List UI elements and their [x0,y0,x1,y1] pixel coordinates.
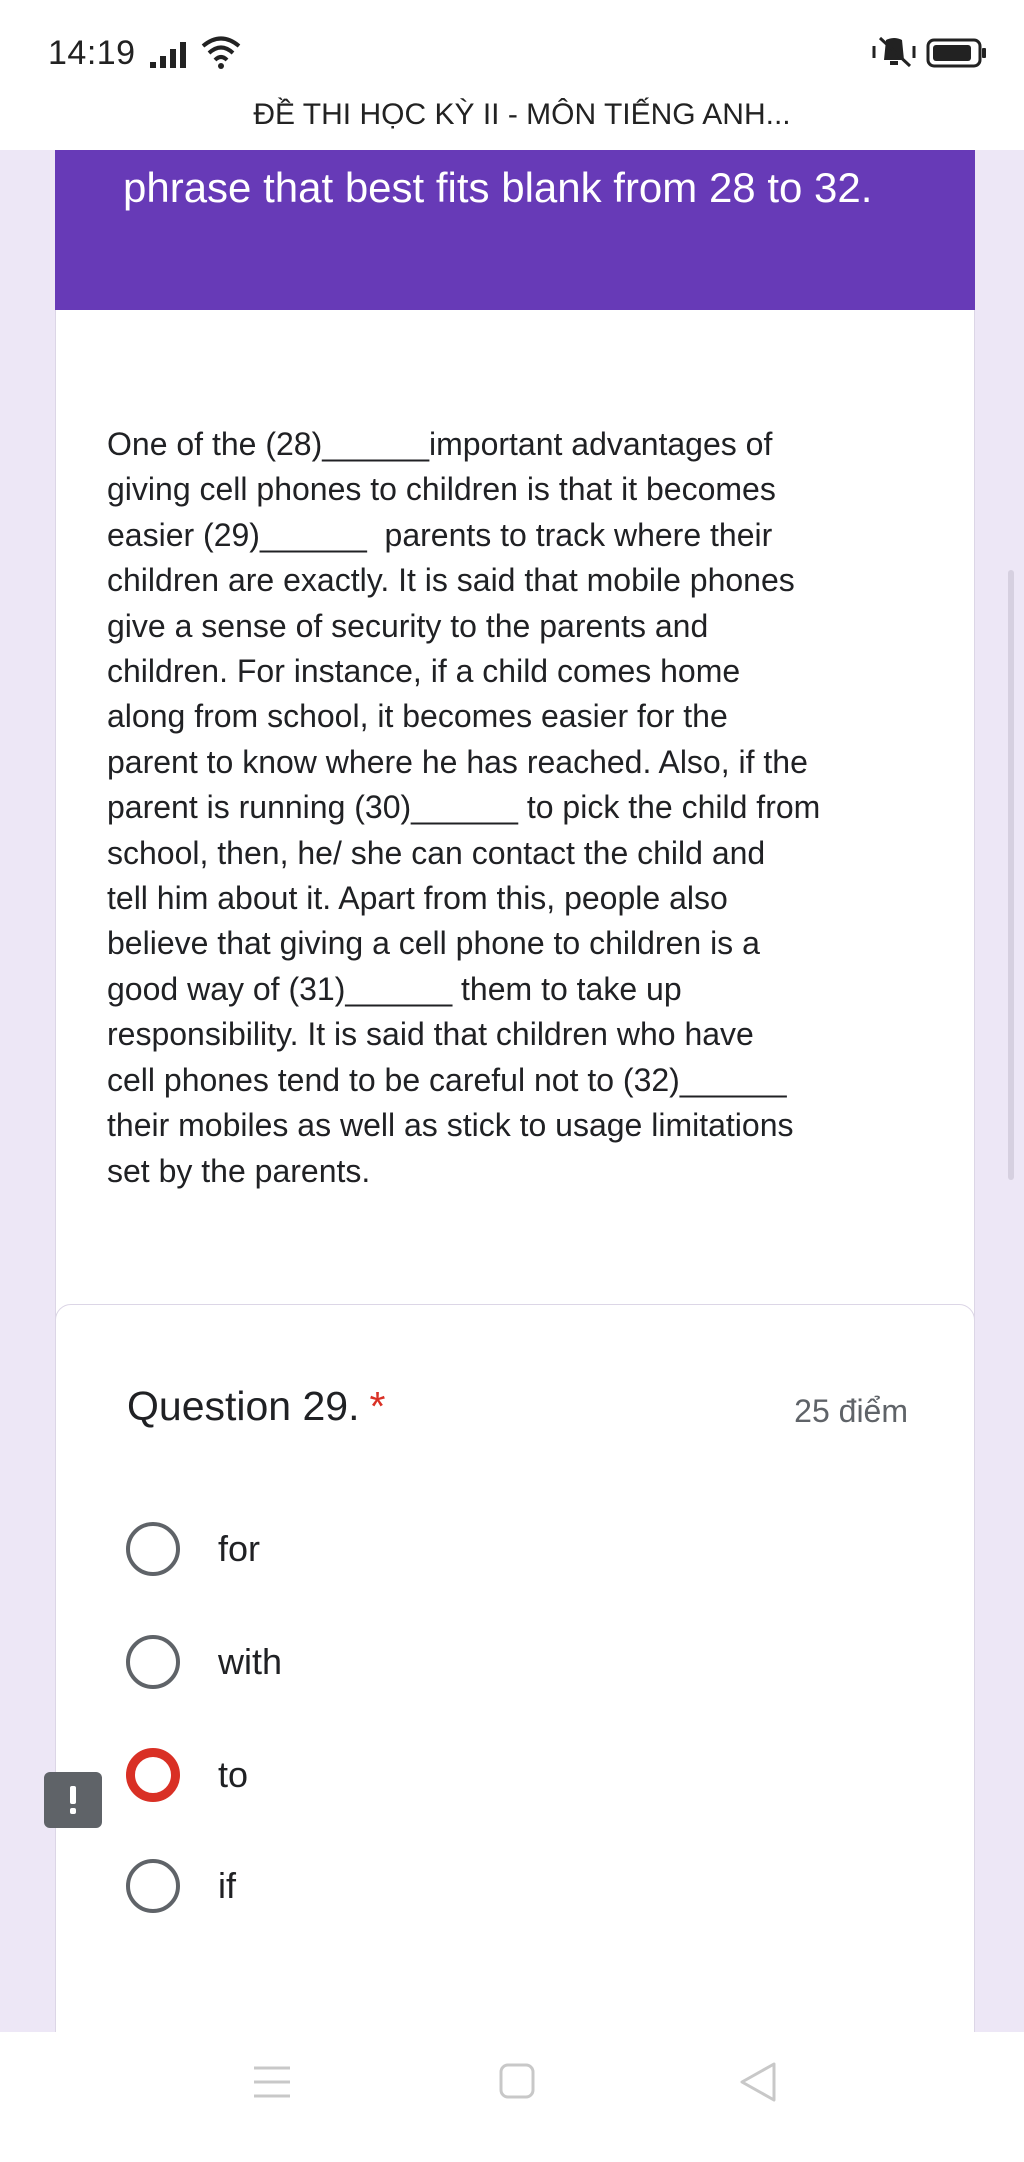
passage-line: school, then, he/ she can contact the child and [107,834,766,871]
option-label: to [218,1754,249,1795]
passage-line: parent to know where he has reached. Also, if the [107,743,808,780]
passage-line: parent is running (30)______ to pick the child from [107,789,821,826]
option-with[interactable] [126,1632,726,1692]
menu-icon[interactable] [252,2062,292,2102]
radio-button-selected[interactable] [126,1748,180,1802]
scrollbar[interactable] [1008,570,1014,1180]
passage-line: believe that giving a cell phone to children is a [107,925,760,962]
section-description: phrase that best fits blank from 28 to 32. [123,164,873,211]
reading-passage [107,422,937,1194]
option-label: for [218,1528,261,1569]
passage-card [55,310,975,1416]
passage-line: tell him about it. Apart from this, people also [107,880,728,917]
passage-line: their mobiles as well as stick to usage limitations [107,1107,794,1144]
passage-line: One of the (28)______important advantages of [107,426,773,462]
report-feedback-button[interactable] [44,1772,102,1828]
question-points: 25 điểm [794,1393,908,1429]
option-label: if [218,1865,236,1906]
passage-line: give a sense of security to the parents and [107,607,709,644]
option-for[interactable] [126,1519,726,1579]
passage-line: children are exactly. It is said that mobile phones [107,562,795,599]
passage-line: along from school, it becomes easier for the [107,698,728,735]
signal-icon [148,40,190,68]
radio-button[interactable] [126,1859,180,1913]
question-card [55,1304,975,2032]
option-to[interactable] [126,1745,726,1805]
wifi-icon [200,34,242,70]
vibrate-mute-icon [872,34,916,70]
passage-line: easier (29)______ parents to track where their [107,516,773,553]
passage-line: responsibility. It is said that children who have [107,1016,754,1053]
required-mark: * [369,1383,386,1429]
passage-line: giving cell phones to children is that it becomes [107,471,776,508]
radio-button[interactable] [126,1522,180,1576]
option-label: with [218,1641,283,1682]
section-banner [55,150,975,310]
form-content [0,150,1024,2032]
passage-line: cell phones tend to be careful not to (32)______ [107,1061,787,1098]
question-title [127,1383,385,1430]
status-bar [0,0,1024,96]
passage-line: set by the parents. [107,1152,371,1189]
back-icon[interactable] [738,2060,778,2104]
battery-icon [926,38,988,68]
passage-line: good way of (31)______ them to take up [107,970,682,1007]
passage-line: children. For instance, if a child comes home [107,653,741,690]
page-title: ĐỀ THI HỌC KỲ II - MÔN TIẾNG ANH... [253,98,791,131]
status-time: 14:19 [48,34,136,72]
home-icon[interactable] [498,2062,536,2100]
option-if[interactable] [126,1856,726,1916]
question-title-text: Question 29. [127,1383,360,1429]
exclamation-icon [66,1784,80,1816]
radio-button[interactable] [126,1635,180,1689]
